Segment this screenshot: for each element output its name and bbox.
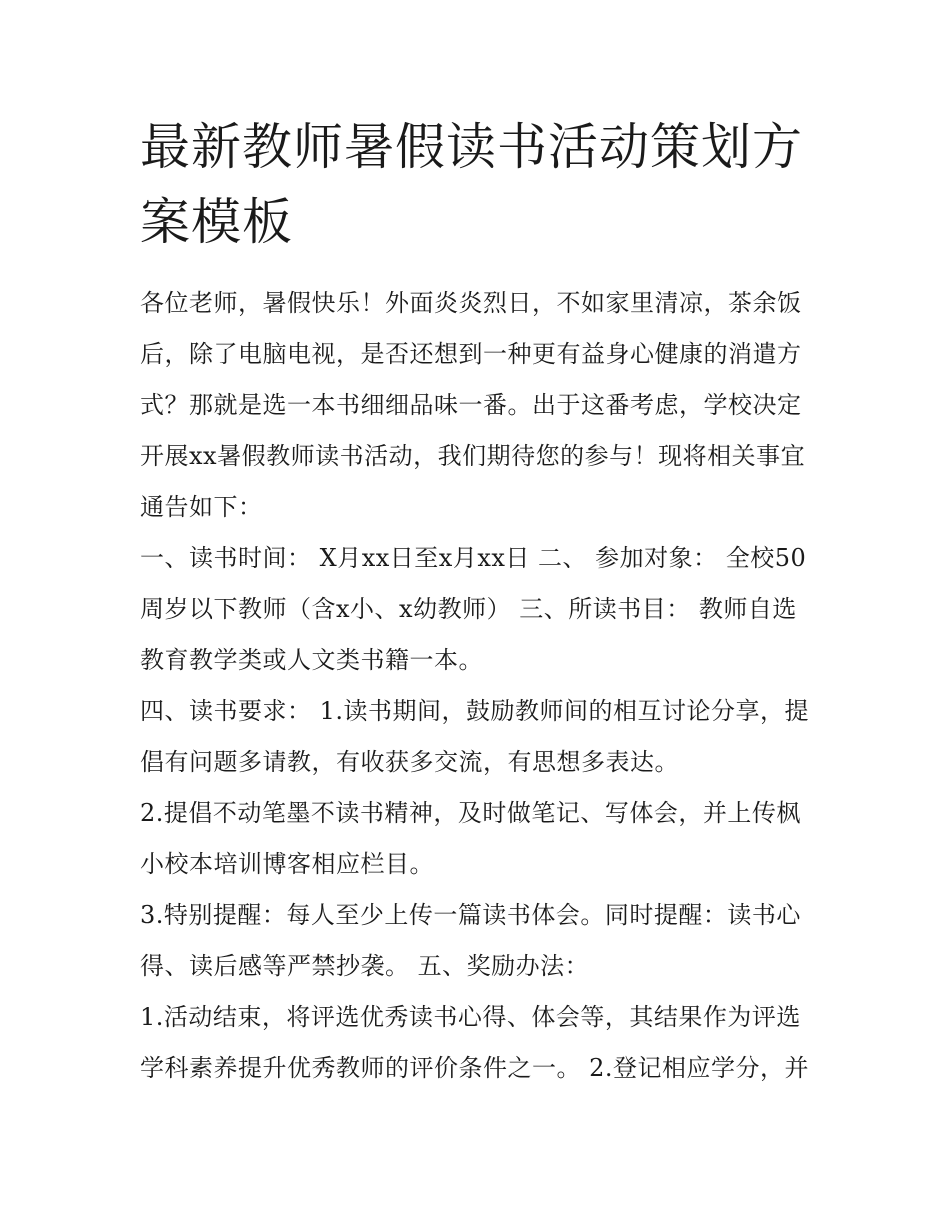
paragraph-requirements-1: 四、读书要求： 1.读书期间，鼓励教师间的相互讨论分享，提倡有问题多请教，有收获多交流，有思想多表达。 <box>140 697 810 776</box>
paragraph-requirements-2: 2.提倡不动笔墨不读书精神，及时做笔记、写体会，并上传枫小校本培训博客相应栏目。 <box>140 799 801 878</box>
paragraph-rewards: 1.活动结束，将评选优秀读书心得、体会等，其结果作为评选学科素养提升优秀教师的评价条件之一。 2.登记相应学分，并 <box>140 1003 810 1082</box>
paragraph-intro: 各位老师，暑假快乐！外面炎炎烈日，不如家里清凉，茶余饭后，除了电脑电视，是否还想到一种更有益身心健康的消遣方式？那就是选一本书细细品味一番。出于这番考虑，学校决定开展xx暑假教师读书活动，我们期待您的参与！现将相关事宜通告如下： <box>140 289 806 521</box>
paragraph-time-participants-books: 一、读书时间： X月xx日至x月xx日 二、 参加对象： 全校50周岁以下教师（含x小、x幼教师） 三、所读书目： 教师自选教育教学类或人文类书籍一本。 <box>140 544 807 674</box>
document-title: 最新教师暑假读书活动策划方案模板 <box>140 118 803 251</box>
document-body <box>140 278 820 1094</box>
paragraph-requirements-3: 3.特别提醒：每人至少上传一篇读书体会。同时提醒：读书心得、读后感等严禁抄袭。 五、奖励办法： <box>140 901 801 980</box>
